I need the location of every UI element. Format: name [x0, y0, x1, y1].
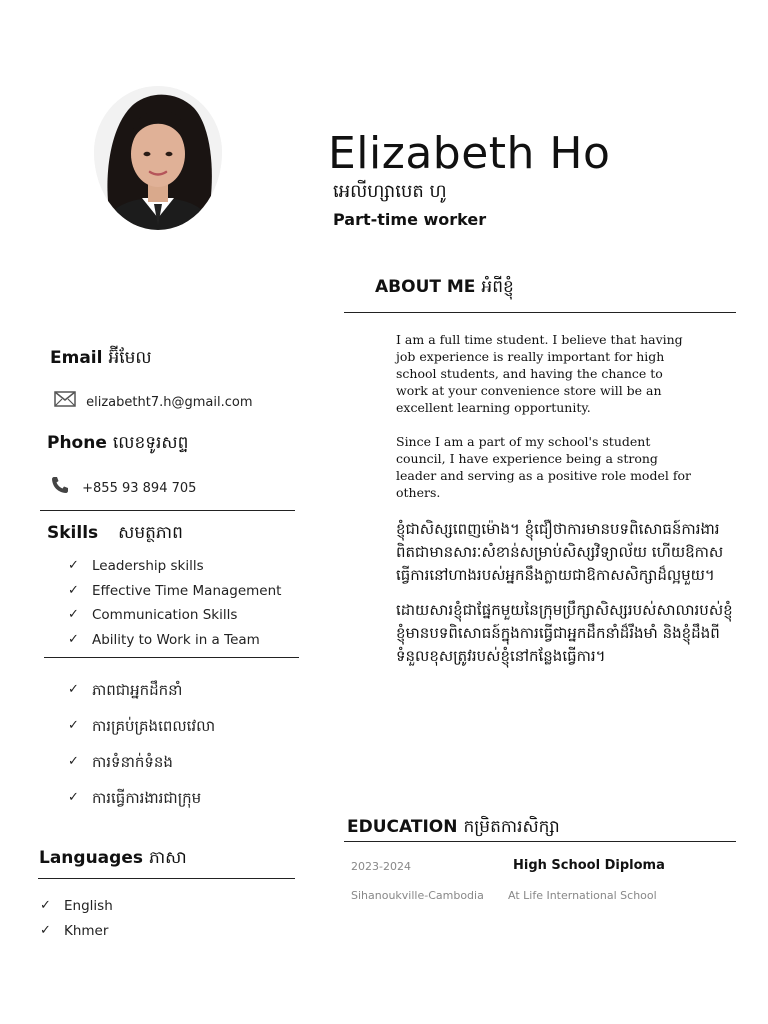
phone-icon — [50, 475, 70, 501]
phone-divider — [40, 510, 295, 511]
list-item — [40, 919, 240, 944]
check-icon: ✓ — [40, 898, 51, 913]
list-item — [68, 603, 298, 628]
about-divider — [344, 312, 736, 313]
job-title: Part-time worker — [333, 210, 487, 229]
skills-list-khmer — [68, 672, 298, 816]
languages-heading — [39, 847, 187, 869]
skills-heading-khmer: សមត្ថភាព — [118, 523, 183, 543]
skills-list — [68, 554, 298, 652]
email-heading-khmer: អ៊ីមែល — [108, 348, 152, 368]
about-paragraph-1-khmer: ខ្ញុំជាសិស្សពេញម៉ោង។ ខ្ញុំជឿថាការមានបទពិសោធន៍ការងារពិតជាមានសារៈសំខាន់សម្រាប់សិស្សវិទ្យាល័យ ហើយឱកាសធ្វើការនៅហាងរបស់អ្នកនឹងក្លាយជាឱកាសសិក្សាដ៏ល្អមួយ។ — [396, 520, 724, 584]
languages-heading-label: Languages — [39, 848, 143, 868]
about-paragraph-2-khmer: ដោយសារខ្ញុំជាផ្នែកមួយនៃក្រុមប្រឹក្សាសិស្សរបស់សាលារបស់ខ្ញុំ ខ្ញុំមានបទពិសោធន៍ក្នុងការធ្វើជាអ្នកដឹកនាំដ៏រឹងមាំ និងខ្ញុំដឹងពីទំនួលខុសត្រូវរបស់ខ្ញុំនៅកន្លែងធ្វើការ។ — [396, 601, 733, 665]
skills-heading-label: Skills — [47, 523, 99, 543]
skill-label: Leadership skills — [92, 558, 204, 574]
education-year: 2023-2024 — [351, 860, 411, 873]
list-item — [68, 744, 298, 780]
phone-heading-khmer: លេខទូរសព្ទ — [112, 433, 189, 453]
education-school: At Life International School — [508, 889, 657, 902]
check-icon: ✓ — [68, 790, 79, 805]
check-icon: ✓ — [68, 607, 79, 622]
skill-label: Ability to Work in a Team — [92, 631, 260, 648]
skill-label: Communication Skills — [92, 607, 238, 623]
about-heading — [375, 276, 514, 298]
languages-divider — [38, 878, 295, 879]
email-heading — [50, 347, 152, 369]
phone-row — [50, 475, 196, 501]
list-item — [68, 579, 298, 604]
check-icon: ✓ — [68, 558, 79, 573]
email-heading-label: Email — [50, 348, 103, 368]
check-icon: ✓ — [68, 754, 79, 769]
email-address[interactable]: elizabetht7.h@gmail.com — [86, 394, 253, 410]
education-heading-label: EDUCATION — [347, 817, 458, 837]
phone-heading-label: Phone — [47, 433, 107, 453]
list-item — [40, 894, 240, 919]
skill-label-khmer: ភាពជាអ្នកដឹកនាំ — [92, 681, 183, 699]
email-row — [54, 391, 252, 413]
check-icon: ✓ — [68, 582, 79, 598]
skills-divider — [44, 657, 299, 658]
full-name-khmer: អេលីហ្សាបេត ហូ — [333, 181, 447, 202]
check-icon: ✓ — [68, 718, 79, 733]
language-label: Khmer — [64, 922, 109, 939]
about-english — [396, 331, 696, 518]
full-name: Elizabeth Ho — [328, 128, 611, 179]
language-label: English — [64, 898, 113, 914]
languages-heading-khmer: ភាសា — [148, 848, 187, 868]
about-heading-khmer: អំពីខ្ញុំ — [481, 277, 514, 297]
list-item — [68, 628, 298, 653]
check-icon: ✓ — [40, 922, 51, 938]
education-heading — [347, 816, 560, 838]
education-degree: High School Diploma — [513, 858, 665, 873]
phone-heading — [47, 432, 188, 454]
skill-label: Effective Time Management — [92, 582, 282, 599]
skill-label-khmer: ការទំនាក់ទំនង — [92, 753, 173, 771]
list-item — [68, 672, 298, 708]
about-paragraph-1: I am a full time student. I believe that having job experience is really important for high school students, and having the chance to work at your convenience store will be an excellent learning opportunity. — [396, 332, 683, 415]
skills-heading — [47, 522, 183, 544]
phone-number[interactable]: +855 93 894 705 — [82, 480, 197, 496]
profile-photo — [94, 86, 222, 230]
check-icon: ✓ — [68, 631, 79, 647]
skill-label-khmer: ការធ្វើការងារជាក្រុម — [92, 789, 202, 807]
about-heading-label: ABOUT ME — [375, 277, 476, 297]
education-divider — [344, 841, 736, 842]
education-location: Sihanoukville-Cambodia — [351, 889, 484, 902]
education-heading-khmer: កម្រិតការសិក្សា — [463, 817, 560, 837]
envelope-icon — [54, 391, 76, 413]
list-item — [68, 780, 298, 816]
check-icon: ✓ — [68, 682, 79, 697]
skill-label-khmer: ការគ្រប់គ្រងពេលវេលា — [92, 717, 216, 735]
about-paragraph-2: Since I am a part of my school's student council, I have experience being a strong leader and serving as a positive role model for others. — [396, 434, 691, 500]
about-khmer — [396, 518, 736, 680]
list-item — [68, 708, 298, 744]
languages-list — [40, 894, 240, 943]
list-item — [68, 554, 298, 579]
